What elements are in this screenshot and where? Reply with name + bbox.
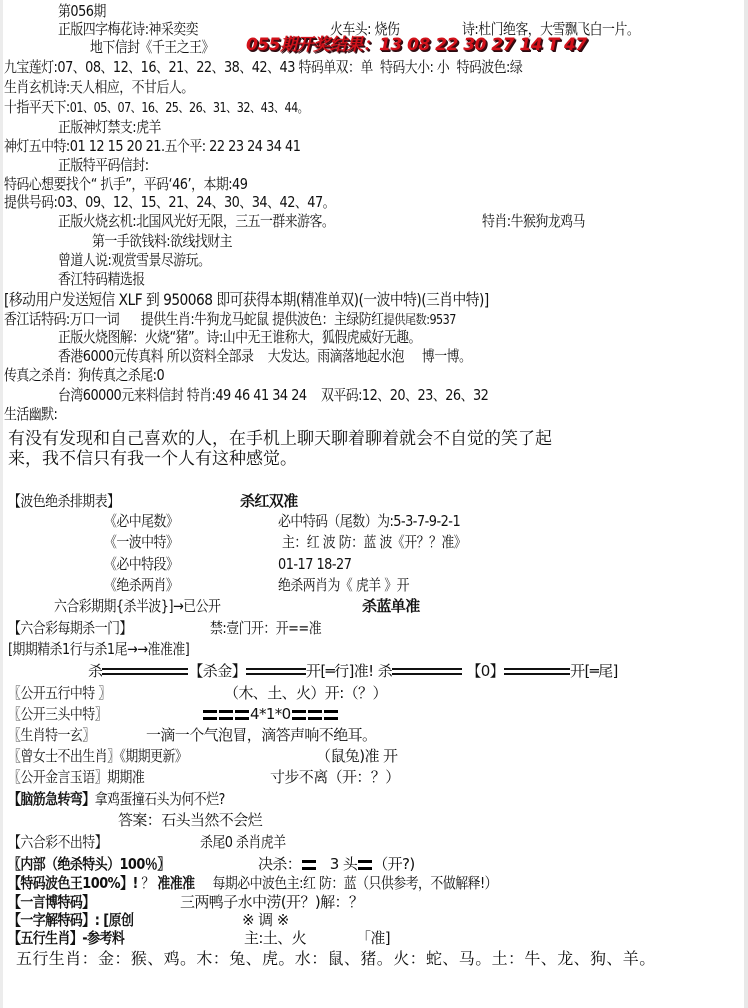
fire-diagram: 正版火烧图解：火烧“猪”。诗:山中无王谁称大，狐假虎威好无趣。 (58, 328, 421, 346)
row-value: 01-17 18-27 (278, 555, 352, 573)
shendeng-line: 神灯五中特:01 12 15 20 21.五个平: 22 23 24 34 41 (4, 137, 301, 155)
one-char-value: ※ 调 ※ (242, 911, 289, 929)
taiwan-line: 台湾60000元来料信封 特肖:49 46 41 34 24 双平码:12、20、23、26、32 (58, 386, 489, 404)
half-wave-line: 六合彩期期{杀半波}]→已公开 (54, 597, 221, 615)
zeng-said: 曾道人说:观赏雪景尽游玩。 (58, 251, 211, 269)
fire-mystery: 正版火烧玄机:北国风光好无限，三五一群来游客。 (58, 212, 335, 230)
one-char-label: 【一字解特码】: [原创 (8, 911, 134, 929)
internal-value: 决杀： 3 头 （开?) (258, 855, 415, 873)
internal-label: 〖内部（绝杀特头）100％〗 (8, 855, 170, 873)
kill-red-double: 杀红双准 (240, 492, 298, 510)
special-code-wish: 特码心想要找个“ 扒手”，平码‘46’，本期:49 (4, 175, 248, 193)
plum-value: 神采奕奕 (148, 20, 199, 38)
issue-number: 第056期 (58, 2, 106, 20)
kill-line: 杀 【杀金】 开[═行]准! 杀 【0】 开[═尾] (88, 662, 618, 680)
kill-blue-single: 杀蓝单准 (362, 597, 420, 615)
poem: 诗:杜门绝客，大雪飘飞白一片。 (462, 20, 640, 38)
double-bar (102, 668, 188, 675)
row-value: 绝杀两肖为《 虎羊 》开 (278, 576, 410, 594)
left-border (0, 0, 3, 1008)
three-heads-label: 〖公开三头中特〗 (8, 705, 108, 723)
one-word-label: 【一言博特码】 (8, 893, 95, 911)
one-gate-value: 禁:壹门开：开==准 (210, 619, 322, 637)
double-bar (504, 668, 570, 675)
each-issue-kill: [期期精杀1行与杀1尾→→准准准] (8, 640, 190, 658)
five-zodiac-main: 主:土、火 (244, 929, 307, 947)
double-bar (392, 668, 462, 675)
riddle-line: 【脑筋急转弯】拿鸡蛋撞石头为何不烂? (8, 790, 225, 808)
forbidden-branch: 正版神灯禁支:虎羊 (58, 118, 161, 136)
riddle-answer: 答案：石头当然不会烂 (118, 811, 263, 829)
double-bar (246, 668, 306, 675)
sms-notice: [移动用户发送短信 XLF 到 950068 即可获得本期(精准单双)(一波中特)(三肖中特)] (4, 290, 489, 309)
five-elements-value: （木、土、火）开:（？） (224, 684, 387, 702)
one-word-value: 三两鸭子水中涝(开？)解：？ (180, 893, 364, 911)
five-zodiac-label: 【五行生肖】-参考料 (8, 929, 125, 947)
zodiac-mystery-value: 一滴一个气泡冒，滴答声响不绝耳。 (146, 726, 377, 744)
hk-fax-line: 香港6000元传真料 所以资料全部录 大发达。雨滴落地起水泡 博一博。 (58, 347, 472, 365)
no-special-value: 杀尾0 杀肖虎羊 (200, 833, 286, 851)
wave-king-line: 【特码波色王100%】! ？ 准准准 每期必中波色主:红 防：蓝（只供参考，不做解释!） (8, 874, 498, 892)
row-label: 《必中特段》 (104, 555, 179, 573)
humor-line-2: 来，我不信只有我一个人有这种感觉。 (8, 449, 297, 469)
humor-line-1: 有没有发现和自己喜欢的人，在手机上聊天聊着聊着就会不自觉的笑了起 (8, 429, 552, 449)
wave-table-title: 【波色绝杀排期表】 (8, 492, 120, 510)
xiangjiang-words: 香江话特码:万口一词 提供生肖:牛狗龙马蛇鼠 提供波色：主绿防红提供尾数:9537 (4, 310, 456, 328)
zodiac-mystery-label: 〖生肖特一玄〗 (8, 726, 95, 744)
no-special-label: 【六合彩不出特】 (8, 833, 108, 851)
jiubao-line: 九宝莲灯:07、08、12、16、21、22、38、42、43 特码单双：单 特码大小: 小 特码波色:绿 (4, 58, 523, 76)
row-value: 必中特码（尾数）为:5-3-7-9-2-1 (278, 512, 461, 530)
first-hand: 第一手欲钱料:欲线找财主 (92, 232, 233, 250)
xiangjiang-title: 香江特码精选报 (58, 270, 145, 288)
train-head: 火车头: 烧伤 (330, 20, 400, 38)
three-heads-value: 4*1*0 (202, 705, 339, 723)
five-elements-label: 〖公开五行中特 〗 (8, 684, 111, 702)
ms-zeng-label: 〖曾女士不出生肖〗《期期更新》 (8, 747, 188, 765)
plum-label: 正版四字梅花诗: (58, 20, 149, 38)
envelope-label: 地下信封《千王之王》 (90, 38, 214, 56)
row-label: 《绝杀两肖》 (104, 576, 179, 594)
row-label: 《一波中特》 (104, 533, 179, 551)
ms-zeng-value: （鼠兔)准 开 (316, 747, 398, 765)
draw-result-banner: 055期开奖结果：13 08 22 30 27 14 T 47 (246, 35, 587, 55)
zodiac-poem: 生肖玄机诗:天人相应，不甘后人。 (4, 78, 194, 96)
row-value: 主：红 波 防：蓝 波《开？？准》 (282, 533, 467, 551)
fax-kill: 传真之杀肖：狗传真之杀尾:0 (4, 366, 165, 384)
golden-words-label: 〖公开金言玉语〗期期准 (8, 768, 145, 786)
humor-label: 生活幽默: (4, 405, 58, 423)
plum-poem-line (58, 20, 198, 38)
one-gate-label: 【六合彩每期杀一门】 (8, 619, 132, 637)
teping-envelope: 正版特平码信封: (58, 156, 149, 174)
provided-numbers: 提供号码:03、09、12、15、21、24、30、34、42、47。 (4, 193, 336, 211)
right-border (744, 0, 748, 1008)
row-label: 《必中尾数》 (104, 512, 179, 530)
special-zodiac: 特肖:牛猴狗龙鸡马 (482, 212, 585, 230)
five-elements-zodiac-list: 五行生肖：金：猴、鸡。木：兔、虎。水：鼠、猪。火：蛇、马。土：牛、龙、狗、羊。 (16, 949, 656, 968)
golden-words-value: 寸步不离（开：？） (270, 768, 400, 786)
five-zodiac-zhun: 「准] (356, 929, 391, 947)
shizhi-line: 十指平天下:01、05、07、16、25、26、31、32、43、44。 (4, 98, 309, 116)
